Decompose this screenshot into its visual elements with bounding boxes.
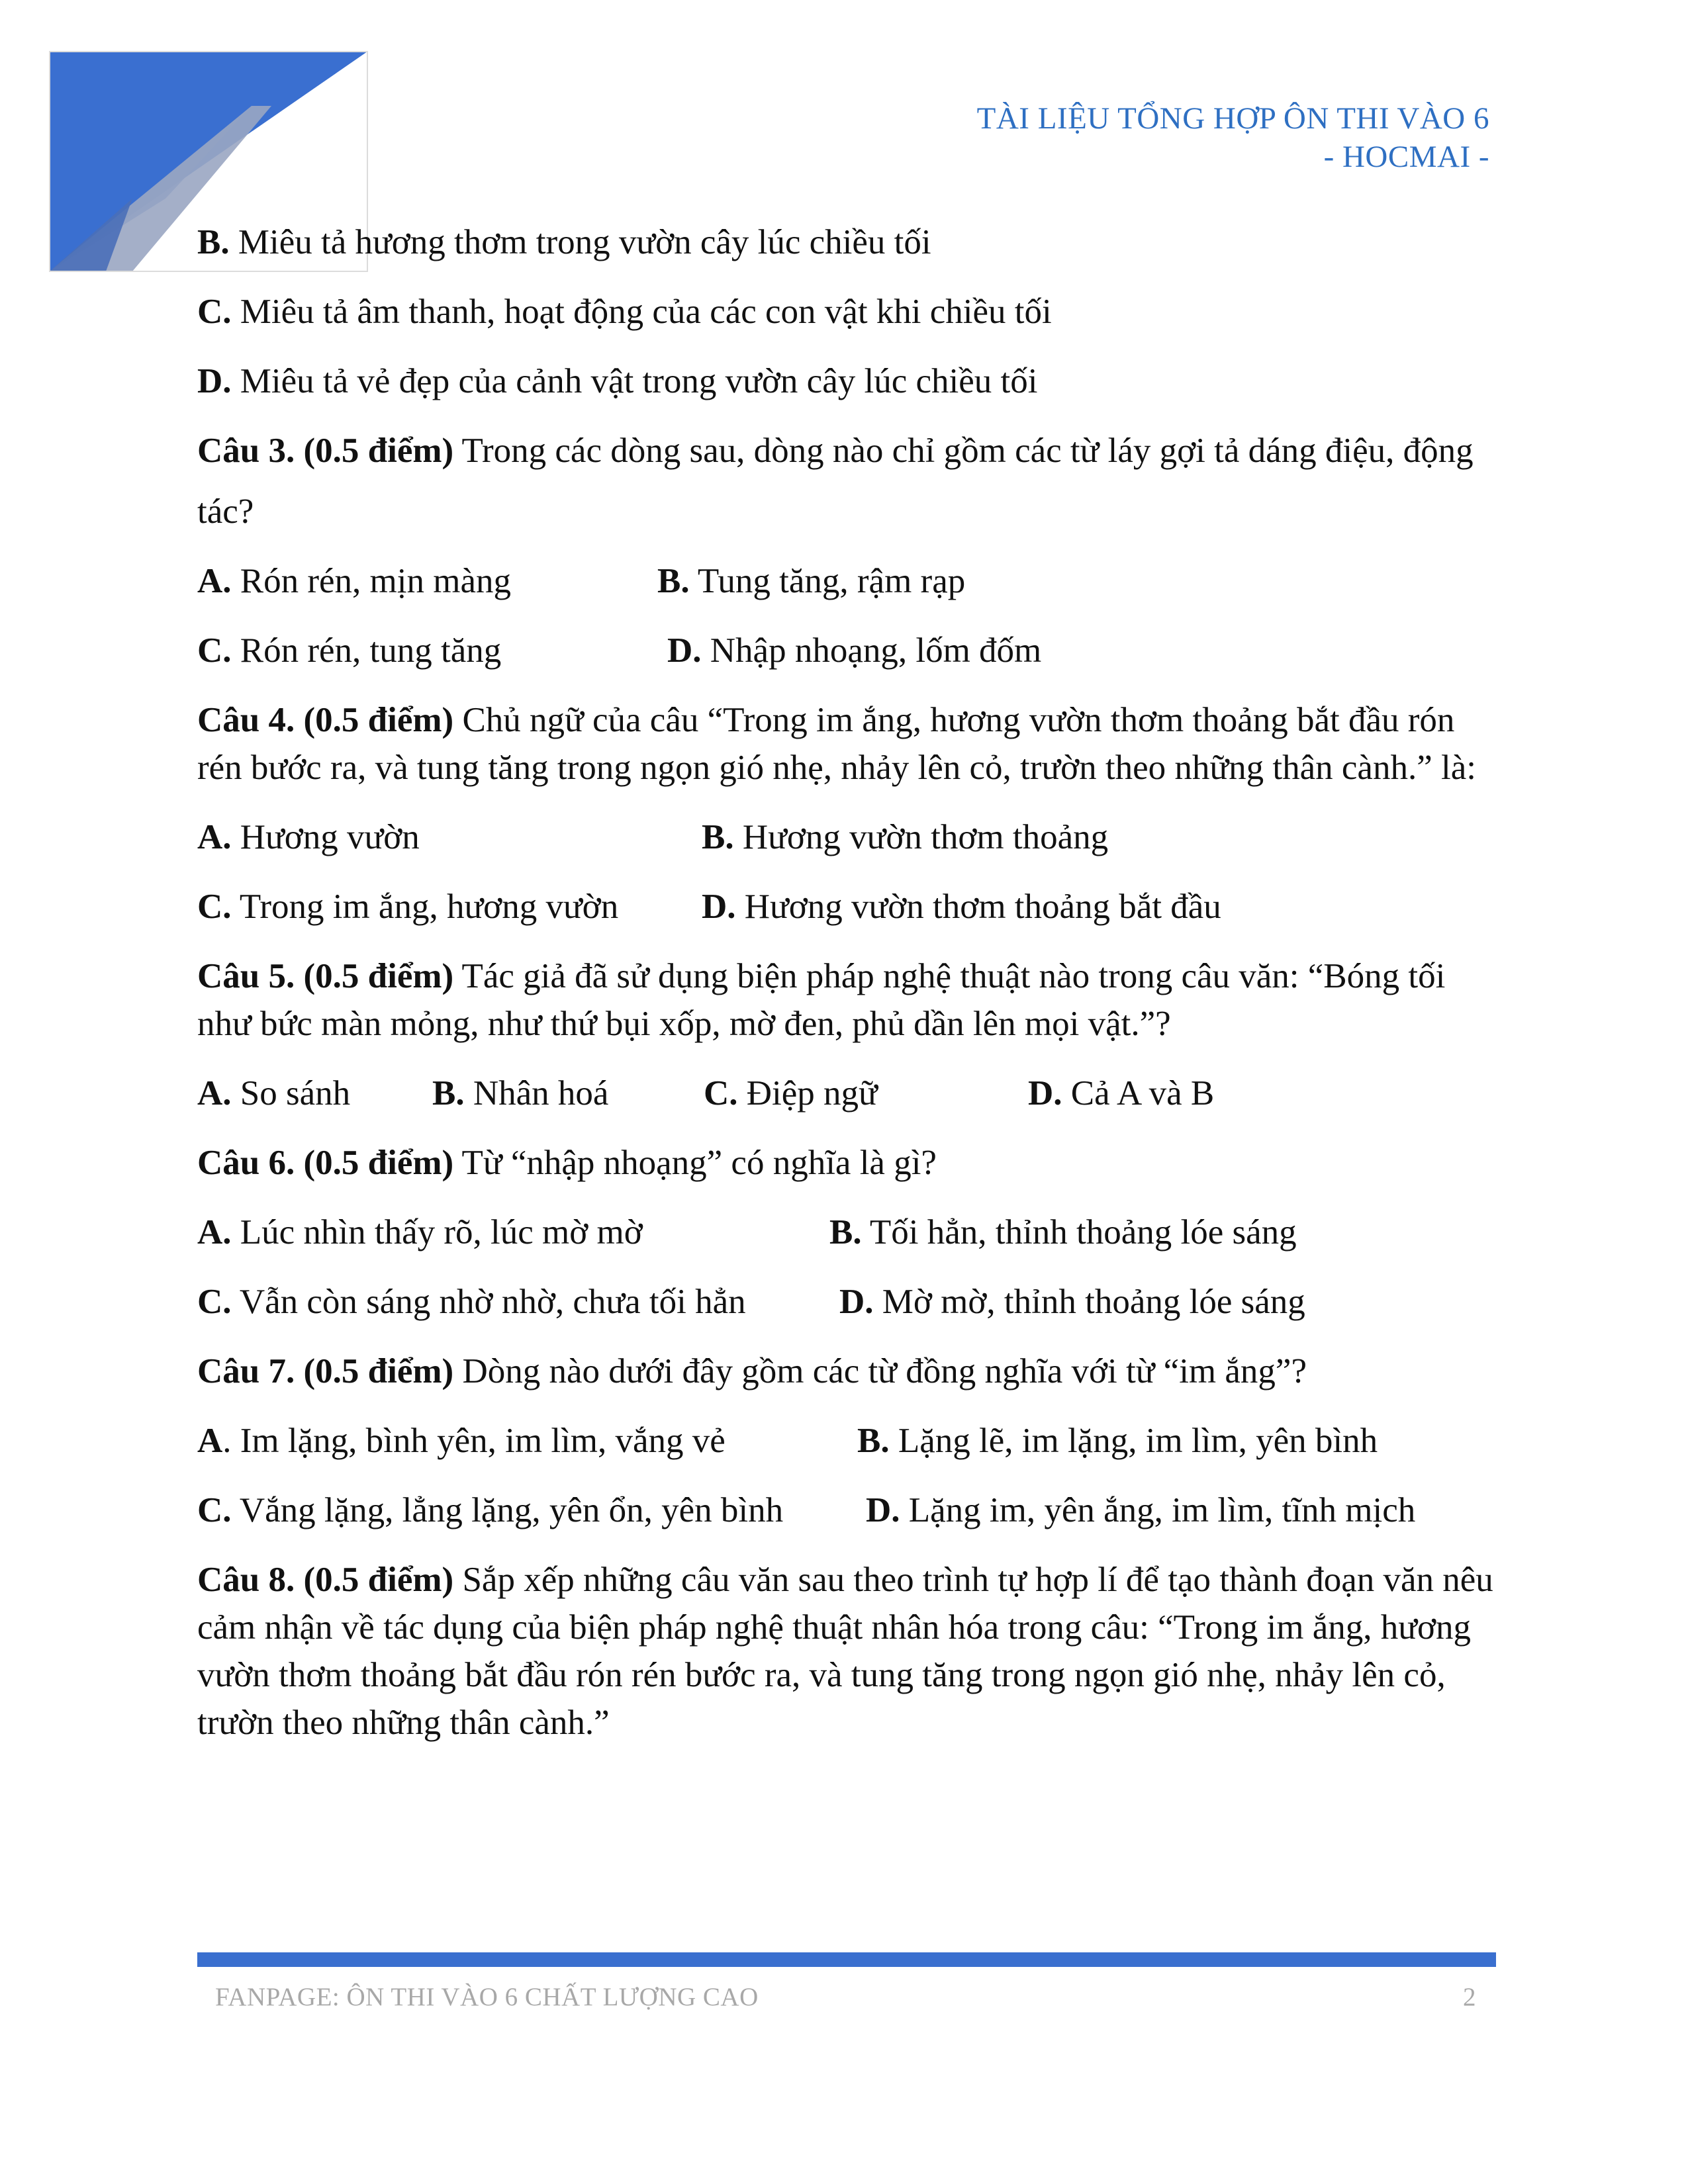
header-subtitle: - HOCMAI - xyxy=(1323,140,1489,174)
footer-divider-bar xyxy=(197,1952,1496,1967)
header-title: TÀI LIỆU TỔNG HỢP ÔN THI VÀO 6 xyxy=(976,101,1489,136)
q2-option-d: D. Miêu tả vẻ đẹp của cảnh vật trong vườn cây lúc chiều tối xyxy=(197,362,1038,400)
q2-option-b: B. Miêu tả hương thơm trong vườn cây lúc chiều tối xyxy=(197,223,931,261)
q4-option-c: C. Trong im ắng, hương vườn xyxy=(197,887,619,926)
q6-options-row-2 xyxy=(197,1278,1495,1326)
q3-options-row-1 xyxy=(197,557,1495,605)
q3-option-c: C. Rón rén, tung tăng xyxy=(197,631,502,670)
q3-option-a: A. Rón rén, mịn màng xyxy=(197,562,512,600)
question-4: Câu 4. (0.5 điểm) Chủ ngữ của câu “Trong im ắng, hương vườn thơm thoảng bắt đầu rón rén bước ra, và tung tăng trong ngọn gió nhẹ, nhảy lên cỏ, trườn theo những thân cành.” là: xyxy=(197,701,1476,787)
q7-options-row-2 xyxy=(197,1486,1495,1534)
q6-option-d: D. Mờ mờ, thỉnh thoảng lóe sáng xyxy=(839,1283,1305,1321)
q5-option-b: B. Nhân hoá xyxy=(432,1074,609,1113)
q5-option-d: D. Cả A và B xyxy=(1028,1074,1215,1113)
q6-option-c: C. Vẫn còn sáng nhờ nhờ, chưa tối hẳn xyxy=(197,1283,746,1321)
q4-options-row-1 xyxy=(197,813,1495,861)
document-body xyxy=(197,218,1495,1768)
question-3: Câu 3. (0.5 điểm) Trong các dòng sau, dòng nào chỉ gồm các từ láy gợi tả dáng điệu, động xyxy=(197,432,1474,470)
q5-option-c: C. Điệp ngữ xyxy=(704,1074,878,1113)
q7-option-b: B. Lặng lẽ, im lặng, im lìm, yên bình xyxy=(857,1422,1378,1460)
footer-fanpage-text: FANPAGE: ÔN THI VÀO 6 CHẤT LƯỢNG CAO xyxy=(215,1983,759,2011)
question-3-continued: tác? xyxy=(197,492,254,531)
question-8: Câu 8. (0.5 điểm) Sắp xếp những câu văn sau theo trình tự hợp lí để tạo thành đoạn văn nêu cảm nhận về tác dụng của biện pháp nghệ thuật nhân hóa trong câu: “Trong im ắng, hương vườn thơm thoảng bắt đầu rón rén bước ra, và tung tăng trong ngọn gió nhẹ, nhảy lên cỏ, trườn theo những thân cành.” xyxy=(197,1561,1493,1742)
q4-options-row-2 xyxy=(197,883,1495,931)
q2-option-c: C. Miêu tả âm thanh, hoạt động của các con vật khi chiều tối xyxy=(197,293,1052,331)
q7-options-row-1 xyxy=(197,1417,1495,1465)
q6-options-row-1 xyxy=(197,1208,1495,1256)
q7-option-c: C. Vắng lặng, lẳng lặng, yên ổn, yên bình xyxy=(197,1491,784,1529)
q6-option-a: A. Lúc nhìn thấy rõ, lúc mờ mờ xyxy=(197,1213,643,1251)
q4-option-b: B. Hương vườn thơm thoảng xyxy=(702,818,1109,856)
question-6: Câu 6. (0.5 điểm) Từ “nhập nhoạng” có nghĩa là gì? xyxy=(197,1144,937,1182)
q7-option-d: D. Lặng im, yên ắng, im lìm, tĩnh mịch xyxy=(866,1491,1416,1529)
q4-option-d: D. Hương vườn thơm thoảng bắt đầu xyxy=(702,887,1221,926)
q3-options-row-2 xyxy=(197,627,1495,674)
q7-option-a: A. Im lặng, bình yên, im lìm, vắng vẻ xyxy=(197,1422,726,1460)
q5-options-row xyxy=(197,1069,1495,1117)
q3-option-d: D. Nhập nhoạng, lốm đốm xyxy=(667,631,1042,670)
question-5: Câu 5. (0.5 điểm) Tác giả đã sử dụng biện pháp nghệ thuật nào trong câu văn: “Bóng tối như bức màn mỏng, như thứ bụi xốp, mờ đen, phủ dần lên mọi vật.”? xyxy=(197,957,1446,1043)
question-7: Câu 7. (0.5 điểm) Dòng nào dưới đây gồm các từ đồng nghĩa với từ “im ắng”? xyxy=(197,1352,1307,1390)
page-number: 2 xyxy=(1463,1983,1476,2011)
q3-option-b: B. Tung tăng, rậm rạp xyxy=(657,562,966,600)
q5-option-a: A. So sánh xyxy=(197,1074,351,1113)
q4-option-a: A. Hương vườn xyxy=(197,818,420,856)
page-footer xyxy=(215,1982,1476,2012)
q6-option-b: B. Tối hẳn, thỉnh thoảng lóe sáng xyxy=(829,1213,1297,1251)
page-header xyxy=(977,99,1489,176)
